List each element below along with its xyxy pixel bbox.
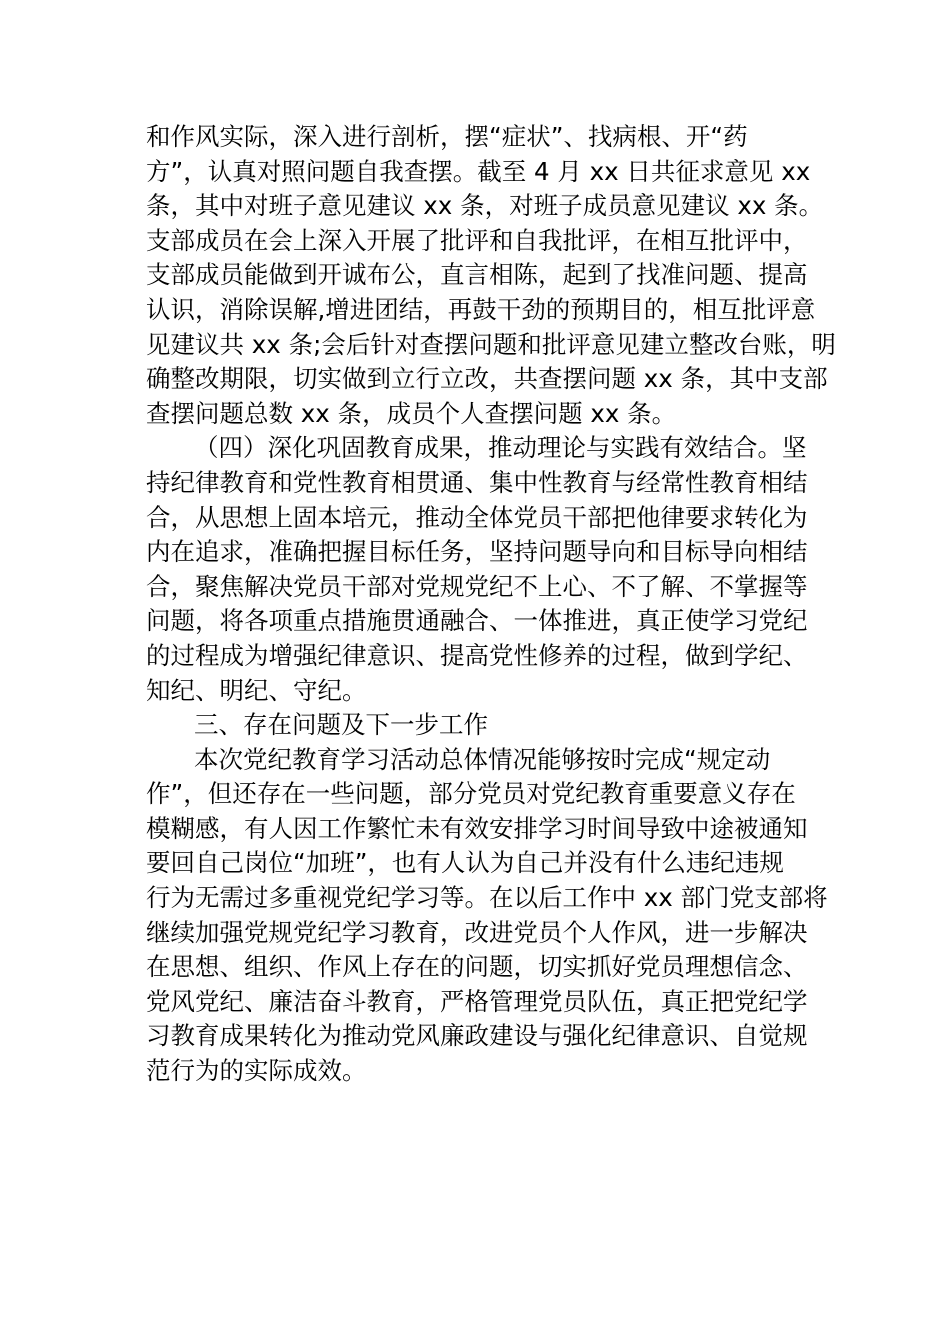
text-line: 行为无需过多重视党纪学习等。在以后工作中 xx 部门党支部将 [146,883,828,913]
text-line: 见建议共 xx 条;会后针对查摆问题和批评意见建立整改台账，明 [146,329,836,359]
text-line: 作”，但还存在一些问题，部分党员对党纪教育重要意义存在 [146,779,796,809]
text-line: 习教育成果转化为推动党风廉政建设与强化纪律意识、自觉规 [146,1021,808,1051]
text-line: 范行为的实际成效。 [146,1056,367,1086]
text-line: 内在追求，准确把握目标任务，坚持问题导向和目标导向相结 [146,537,808,567]
text-line: 条，其中对班子意见建议 xx 条，对班子成员意见建议 xx 条。 [146,191,824,221]
text-line: 确整改期限，切实做到立行立改，共查摆问题 xx 条，其中支部 [146,364,828,394]
text-line: 知纪、明纪、守纪。 [146,675,367,705]
text-line: 模糊感，有人因工作繁忙未有效安排学习时间导致中途被通知 [146,813,808,843]
text-line: 在思想、组织、作风上存在的问题，切实抓好党员理想信念、 [146,952,808,982]
text-line: 党风党纪、廉洁奋斗教育，严格管理党员队伍，真正把党纪学 [146,986,808,1016]
text-line: 的过程成为增强纪律意识、提高党性修养的过程，做到学纪、 [146,640,808,670]
text-line: 方”，认真对照问题自我查摆。截至 4 月 xx 日共征求意见 xx [146,156,811,186]
text-line: 合，从思想上固本培元，推动全体党员干部把他律要求转化为 [146,502,808,532]
text-line: 支部成员在会上深入开展了批评和自我批评，在相互批评中， [146,225,808,255]
text-line: 支部成员能做到开诚布公，直言相陈，起到了找准问题、提高 [146,260,808,290]
text-line: 持纪律教育和党性教育相贯通、集中性教育与经常性教育相结 [146,467,808,497]
text-line: 合，聚焦解决党员干部对党规党纪不上心、不了解、不掌握等 [146,571,808,601]
section-three-heading: 三、存在问题及下一步工作 [194,710,488,740]
text-line: 本次党纪教育学习活动总体情况能够按时完成“规定动 [194,744,771,774]
document-body [146,120,836,1089]
text-line: 继续加强党规党纪学习教育，改进党员个人作风，进一步解决 [146,917,808,947]
section-four-heading-line: （四）深化巩固教育成果，推动理论与实践有效结合。坚 [194,433,807,463]
text-line: 问题，将各项重点措施贯通融合、一体推进，真正使学习党纪 [146,606,808,636]
text-line: 要回自己岗位“加班”，也有人认为自己并没有什么违纪违规 [146,848,784,878]
text-line: 认识，消除误解,增进团结，再鼓干劲的预期目的，相互批评意 [146,294,816,324]
text-line: 和作风实际，深入进行剖析，摆“症状”、找病根、开“药 [146,122,748,151]
text-line: 查摆问题总数 xx 条，成员个人查摆问题 xx 条。 [146,398,677,428]
